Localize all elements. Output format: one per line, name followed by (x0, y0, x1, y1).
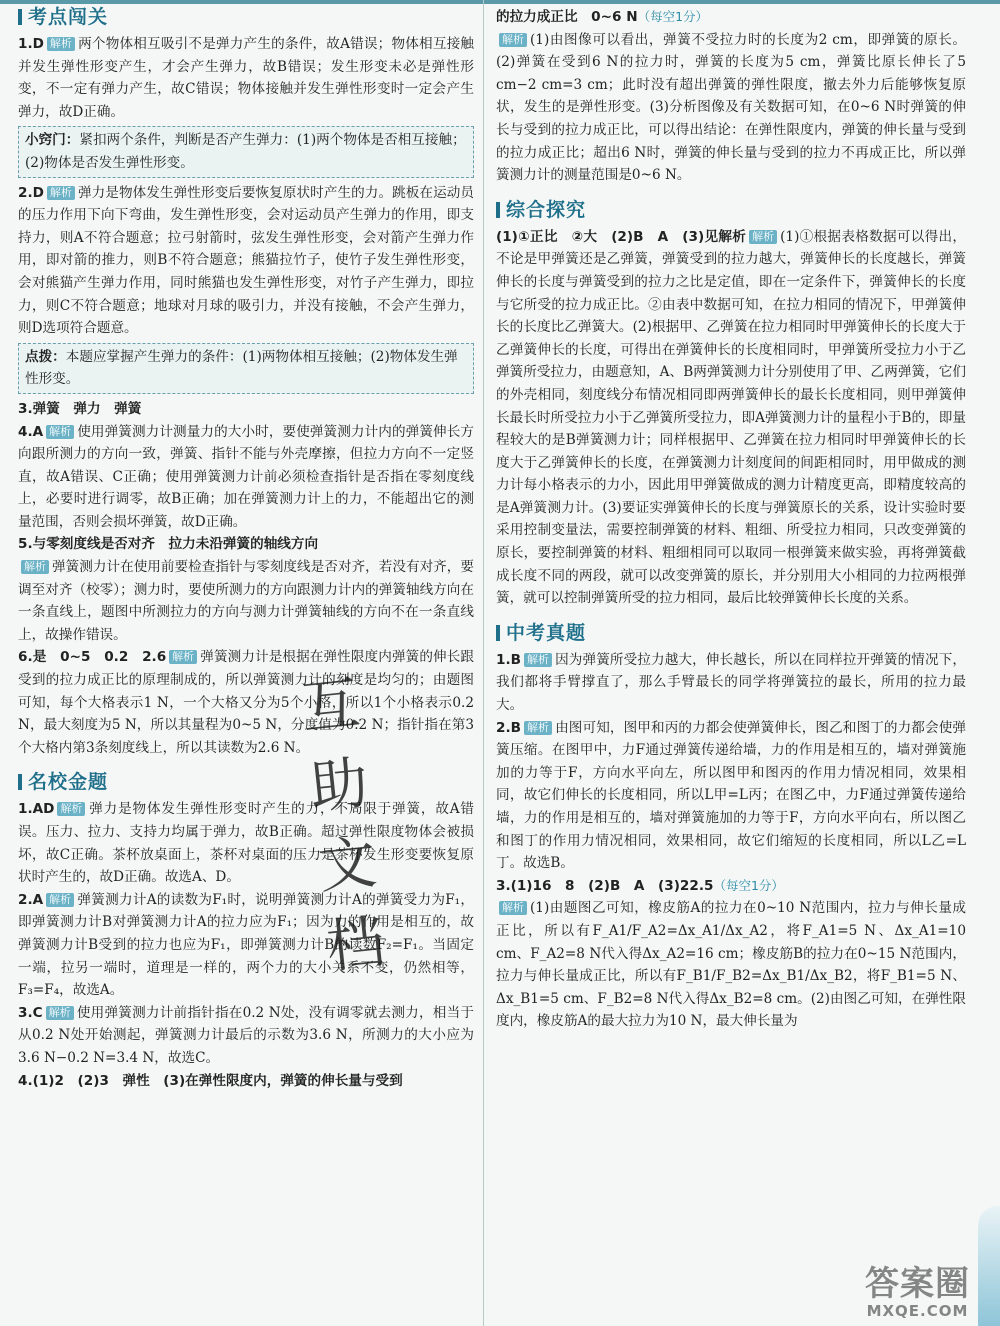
school-item-4-cont: 的拉力成正比 0~6 N（每空1分） (496, 9, 709, 25)
heading-bar-icon (18, 774, 22, 790)
column-divider (483, 0, 484, 1326)
analysis-tag: 解析 (47, 186, 75, 200)
page-corner-decoration (978, 1206, 1000, 1326)
tip-box-2: 点拨：本题应掌握产生弹力的条件：(1)两物体相互接触；(2)物体发生弹性形变。 (18, 343, 474, 394)
exam-item-2: 2.B 解析 由图可知，图甲和丙的力都会使弹簧伸长，图乙和图丁的力都会使弹簧压缩。在图甲中，力F通过弹簧传递给墙，力的作用是相互的，墙对弹簧施加的力等于F，方向水平向左，所以图甲和图丙的作用力情况相同，效果相同，故它们伸长的长度相同，所以L甲=L丙；在图乙中，力F通过弹簧传递给墙，力的作用是相互的，墙对弹簧施加的力等于F，方向水平向右，所以图乙和图丁的作用力情况相同，效果相同，故它们缩短的长度相同，所以L乙=L丁。故选B。 (496, 719, 966, 872)
right-column (496, 0, 966, 1033)
analysis-tag: 解析 (499, 901, 527, 915)
school-item-2: 2.A 解析 弹簧测力计A的读数为F₁时，说明弹簧测力计A的弹簧受力为F₁，即弹簧测力计B对弹簧测力计A的拉力应为F₁；因为力的作用是相互的，故弹簧测力计B受到的拉力也应为F₁，即弹簧测力计B的读数F₂=F₁。当固定一端，拉另一端时，道理是一样的，两个力的大小关系不变，仍然相等，F₃=F₄，故选A。 (18, 891, 474, 999)
analysis-tag: 解析 (57, 802, 85, 816)
school-item-4: 4.(1)2 (2)3 弹性 (3)在弹性限度内，弹簧的伸长量与受到 (18, 1072, 403, 1089)
section-heading-kaodian: 考点闯关 (18, 2, 474, 29)
analysis-tag: 解析 (21, 560, 49, 574)
analysis-tag: 解析 (47, 37, 75, 51)
school-item-3: 3.C 解析 使用弹簧测力计前指针指在0.2 N处，没有调零就去测力，相当于从0.2 N处开始测起，弹簧测力计最后的示数为3.6 N，所测力的大小应为3.6 N−0.2 N=3.4 N，故选C。 (18, 1004, 474, 1066)
school-item-1: 1.AD 解析 弹力是物体发生弹性形变时产生的力，不局限于弹簧，故A错误。压力、拉力、支持力均属于弹力，故B正确。超过弹性限度物体会被损坏，故C正确。茶杯放桌面上，茶杯对桌面的压力是茶杯发生形变要恢复原状时产生的，故D正确。故选A、D。 (18, 801, 474, 886)
heading-bar-icon (496, 625, 500, 641)
answer-item-3: 3.弹簧 弹力 弹簧 (18, 400, 142, 417)
exam-item-1: 1.B 解析 因为弹簧所受拉力越大，伸长越长，所以在同样拉开弹簧的情况下，我们都将手臂撑直了，那么手臂最长的同学将弹簧拉的最长，所用的拉力最大。 (496, 651, 966, 714)
answer-item-1: 1.D 解析 两个物体相互吸引不是弹力产生的条件，故A错误；物体相互接触并发生弹性形变产生，才会产生弹力，故B错误；发生形变未必是弹性形变，不一定有弹力产生，故C错误；物体接触并发生弹性形变时一定会产生弹力，故D正确。 (18, 36, 474, 120)
answer-item-5-analysis: 解析 弹簧测力计在使用前要检查指针与零刻度线是否对齐，若没有对齐，要调至对齐（校零）；测力时，要使所测力的方向跟测力计内的弹簧轴线方向在一条直线上，题图中所测拉力的方向与测力计弹簧轴线的方向不在一条直线上，故操作错误。 (18, 559, 474, 643)
analysis-tag: 解析 (749, 230, 777, 244)
answer-item-5: 5.与零刻度线是否对齐 拉力未沿弹簧的轴线方向 (18, 536, 319, 553)
analysis-tag: 解析 (46, 893, 74, 907)
answer-item-2: 2.D 解析 弹力是物体发生弹性形变后要恢复原状时产生的力。跳板在运动员的压力作用下向下弯曲，发生弹性形变，会对运动员产生弹力的作用，即支持力，则A不符合题意；拉弓射箭时，弦发生弹性形变，会对箭产生弹力作用，即对箭的推力，则B不符合题意；熊猫拉竹子，使竹子发生弹性形变，会对熊猫产生弹力作用，同时熊猫也发生弹性形变，对竹子产生弹力，即拉力，则C不符合题意；地球对月球的吸引力，并没有接触，不会产生弹力，则D选项符合题意。 (18, 184, 474, 337)
school-item-4-analysis: 解析 (1)由图像可以看出，弹簧不受拉力时的长度为2 cm，即弹簧的原长。(2)弹簧在受到6 N的拉力时，弹簧的长度为5 cm，弹簧比原长伸长了5 cm−2 cm=3 cm；此时没有超出弹簧的弹性限度，撤去外力后能够恢复原状，发生的是弹性形变。(3)分析图像及有关数据可知，在0~6 N时弹簧的伸长与受到的拉力成正比，可以得出结论：在弹性限度内，弹簧的伸长量与受到的拉力成正比；超出6 N时，弹簧的伸长量与受到的拉力不再成正比，所以弹簧测力计的测量范围是0~6 N。 (496, 31, 966, 184)
analysis-tag: 解析 (524, 653, 552, 667)
analysis-tag: 解析 (46, 425, 74, 439)
exam-item-3: 3.(1)16 8 (2)B A (3)22.5（每空1分） (496, 877, 784, 894)
analysis-tag: 解析 (499, 33, 527, 47)
answer-item-6: 6.是 0~5 0.2 2.6 解析 弹簧测力计是根据在弹性限度内弹簧的伸长跟受到的拉力成正比的原理制成的，所以弹簧测力计的刻度是均匀的；由题图可知，每个大格表示1 N，一个大格又分为5个小格，所以1个小格表示0.2 N，最大刻度为5 N，所以其量程为0~5 N，分度值为0.2 N；指针指在第3个大格内第3条刻度线上，所以其读数为2.6 N。 (18, 649, 474, 756)
tip-box-1: 小窍门：紧扣两个条件，判断是否产生弹力：(1)两个物体是否相互接触；(2)物体是否发生弹性形变。 (18, 126, 474, 177)
analysis-tag: 解析 (524, 721, 552, 735)
heading-bar-icon (496, 202, 500, 218)
analysis-tag: 解析 (46, 1006, 74, 1020)
analysis-tag: 解析 (169, 650, 197, 664)
exam-item-3-analysis: 解析 (1)由题图乙可知，橡皮筋A的拉力在0~10 N范围内，拉力与伸长量成正比，所以有F_A1/F_A2=Δx_A1/Δx_A2，将F_A1=5 N、Δx_A1=10 cm、F_A2=8 N代入得Δx_A2=16 cm；橡皮筋B的拉力在0~15 N范围内，拉力与伸长量成正比，所以有F_B1/F_B2=Δx_B1/Δx_B2，将F_B1=5 N、Δx_B1=5 cm、F_B2=8 N代入得Δx_B2=8 cm。(2)由图乙可知，在弹性限度内，橡皮筋A的最大拉力为10 N，最大伸长量为 (496, 900, 966, 1030)
heading-bar-icon (18, 9, 22, 25)
section-heading-mingxiao: 名校金题 (18, 767, 474, 794)
answer-item-4: 4.A 解析 使用弹簧测力计测量力的大小时，要使弹簧测力计内的弹簧伸长方向跟所测力的方向一致，弹簧、指针不能与外壳摩擦，但拉力方向不一定竖直，故A错误、C正确；使用弹簧测力计前必须检查指针是否指在零刻度线上，必要时进行调零，故B正确；加在弹簧测力计上的力，不能超出它的测量范围，否则会损坏弹簧，故D正确。 (18, 423, 474, 530)
handwritten-stamp: 互 助 文 档 (298, 668, 389, 982)
section-heading-zonghe: 综合探究 (496, 195, 966, 222)
explore-item: (1)①正比 ②大 (2)B A (3)见解析 解析 (1)①根据表格数据可以得出，不论是甲弹簧还是乙弹簧，弹簧受到的拉力越大，弹簧伸长的长度越长，弹簧伸长的长度与弹簧受到的拉力之比是定值，即在一定条件下，弹簧伸长的长度与它所受的拉力成正比。②由表中数据可知，在拉力相同的情况下，甲弹簧伸长的长度比乙弹簧大。(2)根据甲、乙弹簧在拉力相同时甲弹簧伸长的长度大于乙弹簧伸长的长度，可得出在弹簧伸长的长度相同时，甲弹簧所受拉力小于乙弹簧所受拉力，由题意知，A、B两弹簧测力计分别使用了甲、乙两弹簧，它们的外壳相同，刻度线分布情况相同即两弹簧伸长的最长长度相同，则甲弹簧伸长最长时所受拉力小于乙弹簧所受拉力，即A弹簧测力计的量程小于B的，即量程较大的是B弹簧测力计；同样根据甲、乙弹簧在拉力相同时甲弹簧伸长的长度大于乙弹簧伸长的长度，在弹簧测力计刻度间的间距相同时，用甲做成的测力计每小格表示的力小，因此用甲弹簧做成的测力计精度更高，即精度较高的是A弹簧测力计。(3)要证实弹簧伸长的长度与弹簧原长的关系，设计实验时要采用控制变量法，需要控制弹簧的材料、粗细、所受拉力相同，只改变弹簧的原长，要控制弹簧的材料、粗细相同可以取同一根弹簧来做实验，再将弹簧截成长度不同的两段，就可以改变弹簧的原长，并分别用大小相同的力拉两根弹簧，就可以控制弹簧所受的拉力相同，最后比较弹簧伸长长度的关系。 (496, 228, 966, 607)
section-heading-zhongkao: 中考真题 (496, 618, 966, 645)
site-watermark: 答案圈 MXQE.COM (865, 1264, 970, 1320)
